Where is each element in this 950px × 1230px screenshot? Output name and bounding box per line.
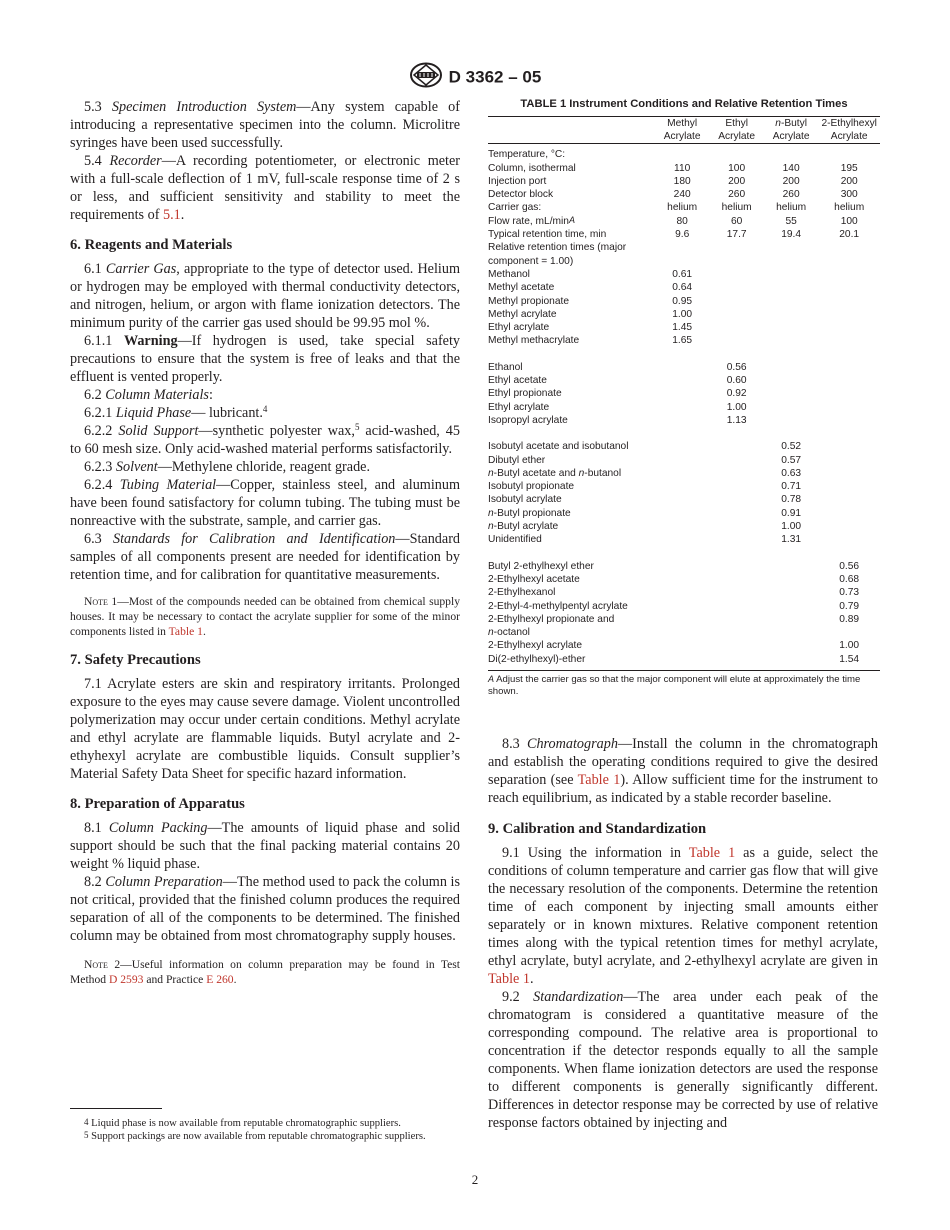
empty-cell	[764, 414, 818, 427]
empty-cell	[818, 387, 880, 400]
empty-cell	[709, 639, 763, 652]
row-label: Isobutyl acrylate	[488, 494, 562, 506]
section-9-2: 9.2 Standardization—The area under each peak of the chromatogram is considered a quantitative measure of the corresponding compound. The relative area is proportional to concentration if the detector responds equally to all the sample components. When flame ionization detectors are used the response to different components is generally significantly different. Differences in detector response may be corrected by use of relative response factors obtained by injecting and	[488, 989, 878, 1131]
table-row	[488, 440, 880, 453]
empty-cell	[655, 600, 709, 613]
col-header-ethyl: Ethyl Acrylate	[718, 118, 756, 143]
row-label: n-Butyl propionate	[488, 507, 571, 519]
empty-cell	[709, 626, 763, 639]
empty-cell	[818, 414, 880, 427]
row-value: 0.79	[839, 600, 860, 612]
row-value: 0.78	[781, 494, 802, 506]
table-row: Injection port 180 200 200 200	[488, 175, 858, 187]
section-7-1: 7.1 Acrylate esters are skin and respiratory irritants. Prolonged exposure to the eyes may cause severe damage. Violent uncontrolled polymerization may occur under certain conditions. Methyl acrylate and ethyl acrylate are flammable liquids. Butyl acrylate and 2-ethyhexyl acrylate are combustible liquids. Consult supplier’s Material Safety Data Sheet for specific hazard information.	[70, 676, 460, 782]
section-6-1: 6.1 Carrier Gas, appropriate to the type of detector used. Helium or hydrogen may be employed with thermal conductivity detectors, and nitrogen, helium, or argon with flame ionization detectors. The minimum purity of the carrier gas used should be 99.95 mol %.	[70, 261, 460, 331]
row-label: Unidentified	[488, 534, 542, 546]
empty-cell	[709, 586, 763, 599]
empty-cell	[709, 334, 763, 347]
empty-cell	[655, 454, 709, 467]
section-6-1-1: 6.1.1 Warning—If hydrogen is used, take special safety precautions to ensure that the system is free of leaks and that the effluent is vented properly.	[70, 333, 461, 385]
section-8-2: 8.2 Column Preparation—The method used to pack the column is not critical, provided that the finished column produces the required separation of all of the components to be determined. The finished column may be obtained from most chromatography supply houses.	[70, 874, 461, 944]
row-label: n-octanol	[488, 627, 530, 639]
empty-cell	[818, 454, 880, 467]
row-label: Dibutyl ether	[488, 454, 546, 466]
empty-cell	[818, 520, 880, 533]
row-label: 2-Ethylhexanol	[488, 587, 556, 599]
table-row	[488, 268, 880, 281]
empty-cell	[709, 440, 763, 453]
empty-cell	[709, 507, 763, 520]
empty-cell	[655, 626, 709, 639]
empty-cell	[655, 401, 709, 414]
group-spacer	[488, 427, 880, 440]
ref-table-1-link[interactable]: Table 1	[488, 971, 530, 987]
empty-cell	[764, 321, 818, 334]
empty-cell	[818, 401, 880, 414]
row-label: Isobutyl propionate	[488, 481, 575, 493]
section-6-3: 6.3 Standards for Calibration and Identification—Standard samples of all components present are needed for identification by retention time, and for calibration for quantitative measurements.	[70, 531, 461, 583]
left-column	[70, 98, 460, 995]
table-row	[488, 600, 880, 613]
empty-cell	[709, 321, 763, 334]
col-header-ethylhexyl: 2-Ethylhexyl Acrylate	[821, 118, 877, 143]
empty-cell	[818, 480, 880, 493]
section-6-2-3: 6.2.3 Solvent—Methylene chloride, reagent grade.	[84, 459, 371, 475]
row-value: 1.31	[781, 534, 802, 546]
row-value: 1.00	[672, 308, 693, 320]
ref-e260-link[interactable]: E 260	[206, 973, 234, 986]
empty-cell	[764, 586, 818, 599]
table-row	[488, 573, 880, 586]
empty-cell	[655, 653, 709, 666]
empty-cell	[655, 560, 709, 573]
group-spacer	[488, 547, 880, 560]
table-row: Flow rate, $mL/\min^A$ 80 60 55 100	[488, 214, 858, 227]
table-footnote: $^A$ Adjust the carrier gas so that the major component will elute at approximately the time shown.	[488, 673, 861, 698]
table-row	[488, 480, 880, 493]
footnote-5: $^5$ Support packings are now available from reputable chromatographic suppliers.	[84, 1130, 426, 1142]
empty-cell	[818, 533, 880, 546]
group-spacer	[488, 348, 880, 361]
section-5-4: 5.4 Recorder—A recording potentiometer, or electronic meter with a full-scale deflection of 1 mV, full-scale response time of 2 s or less, and sufficient sensitivity and stability to meet the requirements of 5.1.	[70, 153, 461, 223]
table-row	[488, 613, 880, 626]
table-row	[488, 467, 880, 480]
table-row	[488, 493, 880, 506]
table-row	[488, 454, 880, 467]
table-row	[488, 321, 880, 334]
table-row: Detector block 240 260 260 300	[488, 189, 858, 201]
empty-cell	[764, 560, 818, 573]
ref-table-1-link[interactable]: Table 1	[168, 625, 203, 638]
empty-cell	[655, 467, 709, 480]
empty-cell	[655, 507, 709, 520]
ref-5-1-link[interactable]: 5.1	[162, 207, 181, 223]
row-value: 0.60	[726, 375, 747, 387]
ref-table-1-link[interactable]: Table 1	[688, 845, 736, 861]
page-number: 2	[471, 1172, 479, 1187]
empty-cell	[655, 493, 709, 506]
section-5-3: 5.3 Specimen Introduction System—Any system capable of introducing a representative specimen into the column. Microlitre syringes have been used successfully.	[70, 99, 460, 151]
empty-cell	[709, 600, 763, 613]
row-value: 1.00	[781, 521, 802, 533]
empty-cell	[818, 493, 880, 506]
row-label: Ethyl acrylate	[488, 322, 550, 334]
right-column	[488, 735, 878, 1132]
document-id: D 3362 – 05	[448, 67, 542, 87]
row-label: Ethyl acrylate	[488, 401, 550, 413]
empty-cell	[655, 586, 709, 599]
empty-cell	[709, 308, 763, 321]
empty-cell	[655, 613, 709, 626]
table-1	[488, 98, 880, 699]
row-label: 2-Ethyl-4-methylpentyl acrylate	[488, 600, 628, 612]
empty-cell	[764, 361, 818, 374]
empty-cell	[764, 600, 818, 613]
row-value: 1.54	[839, 653, 860, 665]
empty-cell	[764, 387, 818, 400]
empty-cell	[764, 573, 818, 586]
empty-cell	[818, 374, 880, 387]
section-8-3: 8.3 Chromatograph—Install the column in the chromatograph and establish the operating conditions required to give the desired separation (see Table 1). Allow sufficient time for the instrument to reach equilibrium, as indicated by a stable recorder baseline.	[488, 736, 878, 806]
row-label: Methyl acrylate	[488, 308, 557, 320]
table-row	[488, 387, 880, 400]
empty-cell	[764, 308, 818, 321]
empty-cell	[764, 639, 818, 652]
empty-cell	[764, 268, 818, 281]
table-row: Typical retention time, min 9.6 17.7 19.4 20.1	[488, 229, 860, 241]
empty-cell	[709, 533, 763, 546]
row-label: Isopropyl acrylate	[488, 414, 568, 426]
table-header-row	[488, 117, 880, 143]
empty-cell	[709, 467, 763, 480]
empty-cell	[764, 401, 818, 414]
row-label: Ethyl acetate	[488, 375, 547, 387]
row-value: 0.91	[781, 507, 802, 519]
table-row	[488, 414, 880, 427]
empty-cell	[655, 639, 709, 652]
table-title: TABLE 1 Instrument Conditions and Relative Retention Times	[520, 98, 848, 110]
row-value	[818, 626, 880, 639]
empty-cell	[655, 480, 709, 493]
footnote-4: $^4$ Liquid phase is now available from reputable chromatographic suppliers.	[84, 1117, 401, 1129]
empty-cell	[818, 440, 880, 453]
empty-cell	[709, 573, 763, 586]
section-7-heading: 7. Safety Precautions	[70, 652, 201, 668]
empty-cell	[709, 653, 763, 666]
empty-cell	[764, 374, 818, 387]
empty-cell	[818, 268, 880, 281]
row-label: 2-Ethylhexyl propionate and	[488, 613, 615, 625]
row-label: n-Butyl acrylate	[488, 521, 559, 533]
row-value: 0.61	[672, 268, 693, 280]
table-row	[488, 626, 880, 639]
section-9-1: 9.1 Using the information in Table 1 as a guide, select the conditions of column temperature and carrier gas flow that will give the necessary resolution of the components. Determine the retention time of each component by injecting small amounts either separately or in known mixtures. Relative component retention times along with the typical retention times for methyl acrylate, ethyl acrylate, butyl acrylate, and 2-ethylhexyl acrylate are given in Table 1.	[488, 845, 879, 987]
empty-cell	[655, 361, 709, 374]
ref-table-1-link[interactable]: Table 1	[577, 772, 621, 788]
section-6-2: 6.2 Column Materials:	[84, 387, 213, 403]
empty-cell	[655, 573, 709, 586]
row-value: 1.65	[672, 335, 693, 347]
empty-cell	[709, 493, 763, 506]
row-label: Ethyl propionate	[488, 388, 562, 400]
empty-cell	[709, 281, 763, 294]
empty-cell	[655, 374, 709, 387]
row-label: Methyl propionate	[488, 295, 569, 307]
row-label: Ethanol	[488, 361, 523, 373]
empty-cell	[818, 295, 880, 308]
table-row	[488, 507, 880, 520]
row-value: 0.89	[839, 613, 860, 625]
empty-cell	[764, 653, 818, 666]
table-bottom-rule	[488, 670, 880, 671]
table-row	[488, 560, 880, 573]
empty-cell	[818, 467, 880, 480]
table-row: Temperature, °C:	[488, 149, 566, 161]
row-label: Butyl 2-ethylhexyl ether	[488, 560, 594, 572]
astm-logo-icon	[409, 62, 443, 93]
header-blank	[488, 117, 655, 143]
footnotes	[70, 1117, 465, 1143]
empty-cell	[818, 281, 880, 294]
row-label: 2-Ethylhexyl acetate	[488, 573, 580, 585]
table-row	[488, 639, 880, 652]
table-body	[488, 144, 880, 666]
ref-d2593-link[interactable]: D 2593	[108, 973, 144, 986]
empty-cell	[818, 507, 880, 520]
empty-cell	[709, 480, 763, 493]
table-row	[488, 653, 880, 666]
empty-cell	[764, 281, 818, 294]
row-label: Di(2-ethylhexyl)-ether	[488, 653, 586, 665]
table-row	[488, 533, 880, 546]
row-value: 0.73	[839, 587, 860, 599]
page-header	[0, 62, 950, 88]
empty-cell	[709, 520, 763, 533]
table-row	[488, 308, 880, 321]
row-value: 0.68	[839, 573, 860, 585]
row-value: 0.71	[781, 481, 802, 493]
row-value: 0.56	[726, 361, 747, 373]
table-row	[488, 334, 880, 347]
table-row: Column, isothermal 110 100 140 195	[488, 162, 858, 174]
row-value: 0.56	[839, 560, 860, 572]
empty-cell	[655, 414, 709, 427]
table-row	[488, 401, 880, 414]
empty-cell	[709, 560, 763, 573]
row-value: 0.63	[781, 467, 802, 479]
empty-cell	[655, 520, 709, 533]
table-row: Relative retention times (major component = 1.00)	[488, 242, 627, 267]
empty-cell	[655, 440, 709, 453]
section-8-1: 8.1 Column Packing—The amounts of liquid phase and solid support should be such that the final packing material contains 20 weight % liquid phase.	[70, 820, 460, 872]
table-row	[488, 520, 880, 533]
empty-cell	[655, 533, 709, 546]
row-value: 0.57	[781, 454, 802, 466]
empty-cell	[764, 613, 818, 626]
note-2: Note 2—Useful information on column preparation may be found in Test Method D 2593 and Practice E 260.	[70, 958, 460, 986]
section-6-heading: 6. Reagents and Materials	[70, 237, 233, 253]
row-label: n-Butyl acetate and n-butanol	[488, 467, 622, 479]
row-value: 0.64	[672, 282, 693, 294]
footnote-divider	[70, 1108, 162, 1109]
table-row	[488, 295, 880, 308]
table-grid	[488, 117, 880, 666]
empty-cell	[764, 295, 818, 308]
section-8-heading: 8. Preparation of Apparatus	[70, 796, 245, 812]
row-label: Methyl methacrylate	[488, 335, 580, 347]
table-row	[488, 281, 880, 294]
empty-cell	[764, 334, 818, 347]
row-label: 2-Ethylhexyl acrylate	[488, 640, 582, 652]
empty-cell	[818, 308, 880, 321]
section-6-2-4: 6.2.4 Tubing Material—Copper, stainless steel, and aluminum have been found satisfactory for column tubing. The tubing must be nonreactive with the substrate, sample, and carrier gas.	[70, 477, 460, 529]
col-header-methyl: Methyl Acrylate	[663, 118, 701, 143]
section-9-heading: 9. Calibration and Standardization	[488, 821, 707, 837]
row-value: 1.45	[672, 322, 693, 334]
empty-cell	[709, 268, 763, 281]
note-1: Note 1—Most of the compounds needed can be obtained from chemical supply houses. It may be necessary to contact the acrylate supplier for some of the minor components listed in Table 1.	[70, 595, 460, 638]
row-label: Methanol	[488, 268, 530, 280]
empty-cell	[709, 295, 763, 308]
col-header-butyl: n-Butyl Acrylate	[772, 118, 810, 143]
row-label: Methyl acetate	[488, 282, 555, 294]
table-row	[488, 586, 880, 599]
empty-cell	[709, 613, 763, 626]
table-row	[488, 361, 880, 374]
row-label: Isobutyl acetate and isobutanol	[488, 441, 629, 453]
empty-cell	[709, 454, 763, 467]
row-value: 0.95	[672, 295, 693, 307]
table-row: Carrier gas: helium helium helium helium	[488, 202, 865, 214]
empty-cell	[655, 387, 709, 400]
section-6-2-1: 6.2.1 Liquid Phase— lubricant.$^4$	[84, 404, 268, 421]
row-value: 0.52	[781, 441, 802, 453]
row-value: 0.92	[726, 388, 747, 400]
row-value: 1.00	[839, 640, 860, 652]
table-row	[488, 374, 880, 387]
empty-cell	[818, 334, 880, 347]
empty-cell	[764, 626, 818, 639]
empty-cell	[818, 361, 880, 374]
row-value: 1.13	[726, 414, 747, 426]
empty-cell	[818, 321, 880, 334]
section-6-2-2: 6.2.2 Solid Support—synthetic polyester wax,$^5$ acid-washed, 45 to 60 mesh size. Only acid-washed material performs satisfactorily.	[70, 422, 460, 457]
row-value: 1.00	[726, 401, 747, 413]
